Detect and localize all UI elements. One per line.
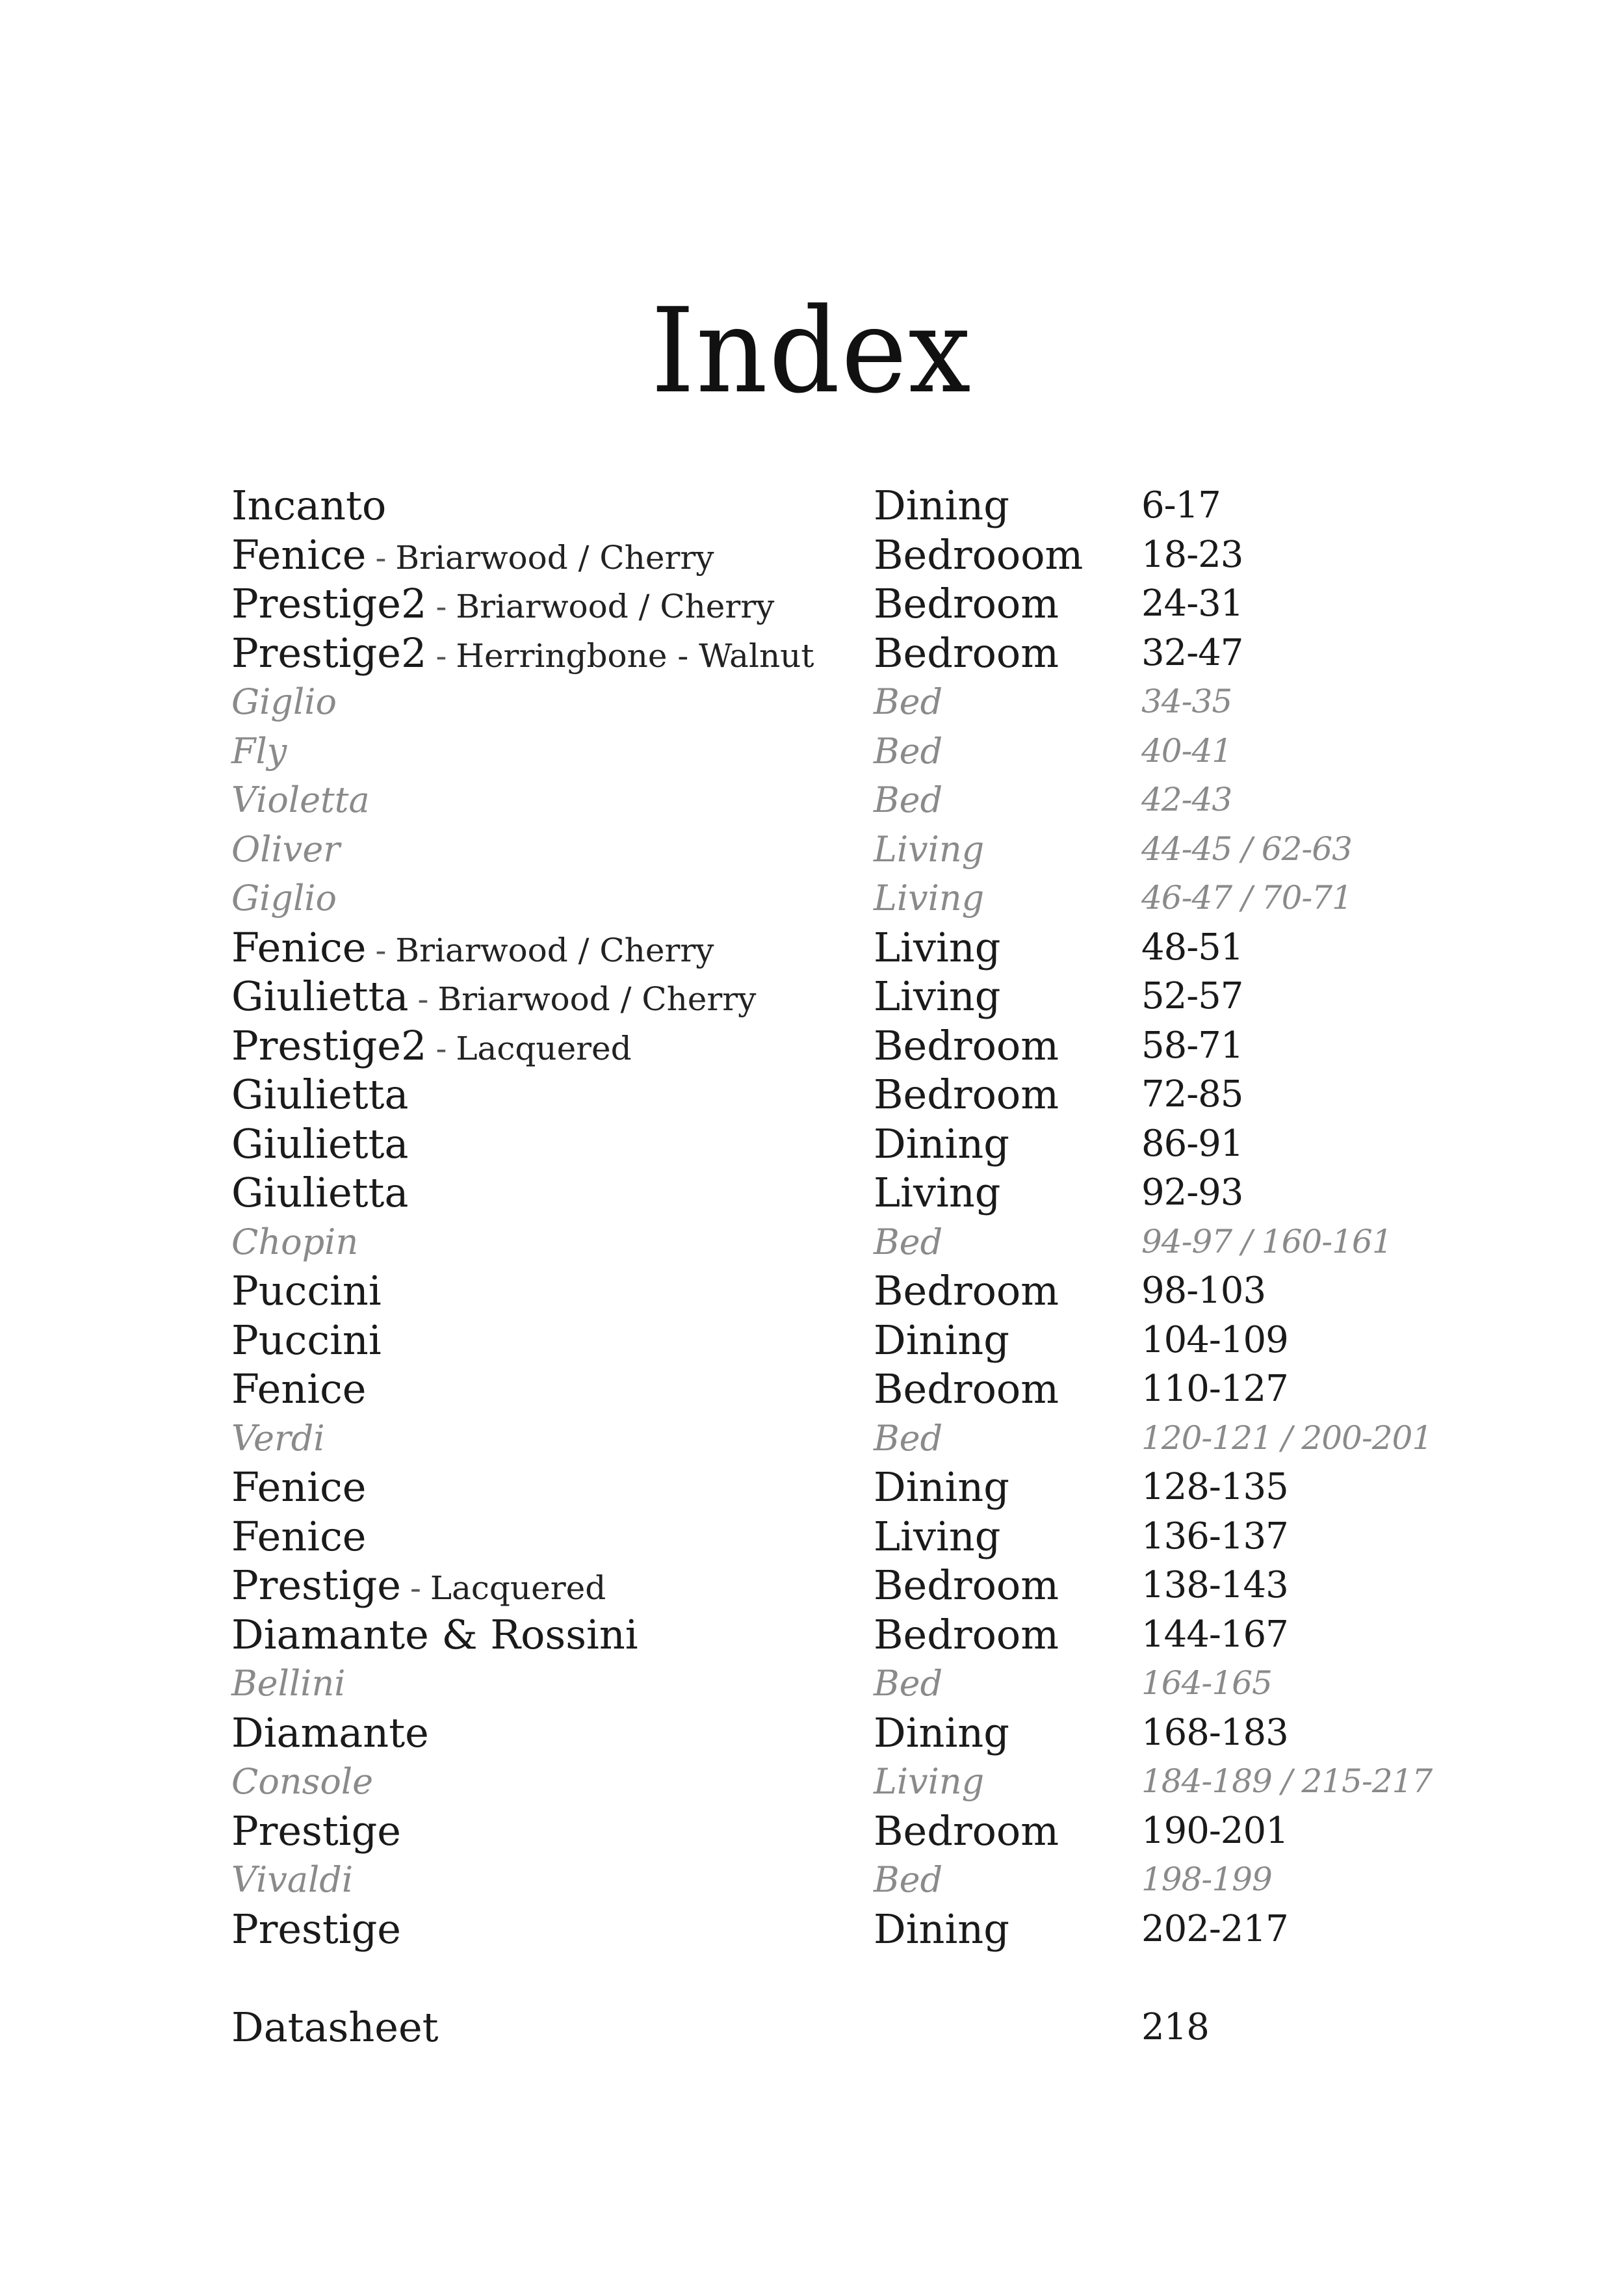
index-rows [231, 481, 1466, 1953]
page-range: 48-51 [1141, 926, 1243, 969]
collection-title: Puccini [231, 1316, 382, 1364]
collection-title: Giulietta [231, 1169, 409, 1216]
collection-title: Prestige [231, 1905, 401, 1953]
room-category: Dining [874, 1708, 1009, 1756]
index-row[interactable] [231, 579, 1466, 629]
collection-name [231, 874, 337, 922]
separator: - [435, 636, 447, 675]
finish-variant: Briarwood / Cherry [456, 588, 775, 625]
collection-name [231, 1119, 408, 1168]
room-category: Bedrooom [874, 530, 1084, 579]
index-row[interactable] [231, 1168, 1466, 1218]
collection-title: Giulietta [231, 1071, 409, 1118]
index-row[interactable] [231, 1659, 1466, 1708]
index-row[interactable] [231, 1610, 1466, 1660]
room-category: Bed [874, 730, 943, 772]
spacer [231, 1953, 1466, 2003]
index-row[interactable] [231, 1855, 1466, 1905]
index-row[interactable] [231, 1070, 1466, 1119]
page-range: 136-137 [1141, 1515, 1288, 1558]
collection-name [231, 677, 337, 726]
index-row[interactable] [231, 1807, 1466, 1856]
collection-name [231, 1218, 358, 1266]
page-range: 52-57 [1141, 975, 1243, 1017]
collection-name [231, 776, 370, 824]
page-range: 110-127 [1141, 1368, 1288, 1410]
collection-title: Diamante [231, 1708, 429, 1756]
collection-name [231, 1561, 606, 1613]
room-category: Living [874, 1512, 1001, 1560]
index-row[interactable] [231, 1708, 1466, 1758]
index-row[interactable] [231, 1905, 1466, 1954]
room-category: Dining [874, 1316, 1009, 1364]
page-range: 58-71 [1141, 1024, 1243, 1067]
collection-name [231, 1757, 373, 1806]
finish-variant: Briarwood / Cherry [395, 538, 714, 577]
room-category: Bed [874, 1221, 943, 1262]
page-range: 128-135 [1141, 1466, 1288, 1508]
collection-name [231, 579, 774, 631]
room-category: Bed [874, 1859, 943, 1900]
collection-title: Giulietta [231, 972, 409, 1020]
index-row[interactable] [231, 530, 1466, 580]
collection-name [231, 629, 814, 681]
collection-title: Prestige [231, 1807, 401, 1855]
index-row[interactable] [231, 874, 1466, 923]
room-category: Living [874, 828, 985, 870]
room-category: Living [874, 1761, 985, 1802]
collection-name [231, 825, 340, 874]
collection-title: Fenice [231, 1463, 367, 1511]
page-range: 92-93 [1141, 1171, 1243, 1214]
collection-title: Vivaldi [231, 1859, 354, 1900]
page-range: 120-121 / 200-201 [1141, 1418, 1433, 1457]
page-range: 40-41 [1141, 731, 1232, 770]
collection-title: Giglio [231, 681, 337, 722]
collection-title: Fenice [231, 923, 367, 971]
collection-title: Oliver [231, 828, 341, 870]
collection-title: Fenice [231, 1365, 367, 1413]
room-category: Living [874, 1169, 1001, 1216]
room-category: Bedroom [874, 580, 1059, 627]
collection-title: Prestige2 [231, 580, 427, 627]
page-range: 86-91 [1141, 1122, 1243, 1165]
collection-title: Prestige2 [231, 1021, 427, 1069]
collection-name [231, 481, 386, 530]
collection-name [231, 1266, 382, 1315]
page-range: 184-189 / 215-217 [1141, 1762, 1433, 1800]
separator: - [435, 1029, 447, 1067]
collection-name [231, 972, 756, 1024]
index-list [231, 481, 1466, 2052]
page-range: 168-183 [1141, 1711, 1288, 1754]
collection-title: Giglio [231, 878, 337, 919]
page-range: 144-167 [1141, 1613, 1288, 1656]
room-category: Living [874, 972, 1001, 1020]
datasheet-pages: 218 [1141, 2006, 1209, 2048]
page-title: Index [651, 283, 972, 419]
collection-title: Giulietta [231, 1119, 409, 1168]
room-category: Bedroom [874, 1365, 1059, 1413]
room-category: Dining [874, 1905, 1009, 1953]
collection-title: Verdi [231, 1417, 325, 1459]
room-category: Bedroom [874, 1610, 1059, 1658]
index-row[interactable] [231, 923, 1466, 972]
separator: - [417, 980, 429, 1018]
collection-name [231, 1807, 401, 1855]
page-range: 94-97 / 160-161 [1141, 1222, 1392, 1260]
page-range: 164-165 [1141, 1664, 1272, 1702]
page-range: 24-31 [1141, 582, 1243, 625]
collection-name [231, 1512, 367, 1561]
index-row[interactable] [231, 1021, 1466, 1071]
datasheet-row[interactable] [231, 2003, 1466, 2052]
collection-title: Diamante & Rossini [231, 1610, 638, 1658]
page-range: 44-45 / 62-63 [1141, 829, 1352, 868]
datasheet-label: Datasheet [231, 2003, 439, 2051]
collection-title: Violetta [231, 779, 370, 820]
room-category: Bed [874, 1417, 943, 1459]
room-category: Bedroom [874, 1071, 1059, 1118]
collection-name [231, 1659, 346, 1708]
finish-variant: Briarwood / Cherry [437, 980, 757, 1018]
room-category: Bedroom [874, 1267, 1059, 1314]
page-range: 190-201 [1141, 1809, 1288, 1852]
page-range: 18-23 [1141, 533, 1243, 576]
index-row[interactable] [231, 1266, 1466, 1316]
collection-name [231, 1708, 429, 1757]
page-range: 138-143 [1141, 1564, 1288, 1606]
finish-variant: Briarwood / Cherry [395, 931, 714, 969]
index-row[interactable] [231, 776, 1466, 825]
index-row[interactable] [231, 1512, 1466, 1561]
index-row[interactable] [231, 727, 1466, 776]
collection-name [231, 1316, 382, 1364]
page-range: 32-47 [1141, 631, 1243, 674]
collection-name [231, 1463, 367, 1511]
page-range: 6-17 [1141, 484, 1221, 527]
collection-title: Fly [231, 730, 287, 772]
separator: - [410, 1569, 421, 1607]
index-row[interactable] [231, 825, 1466, 874]
finish-variant: Lacquered [456, 1029, 632, 1067]
room-category: Bedroom [874, 1021, 1059, 1069]
room-category: Bed [874, 681, 943, 722]
collection-name [231, 1021, 632, 1073]
separator: - [435, 588, 447, 625]
collection-name [231, 1070, 408, 1119]
collection-title: Bellini [231, 1663, 346, 1704]
collection-title: Prestige [231, 1561, 401, 1609]
collection-name [231, 1905, 401, 1953]
finish-variant: Lacquered [430, 1569, 606, 1607]
collection-title: Prestige2 [231, 629, 427, 677]
page-range: 98-103 [1141, 1270, 1266, 1312]
collection-name [231, 530, 714, 582]
index-row[interactable] [231, 677, 1466, 727]
separator: - [375, 538, 387, 577]
index-row[interactable] [231, 1218, 1466, 1267]
index-row[interactable] [231, 1364, 1466, 1414]
room-category: Living [874, 878, 985, 919]
index-row[interactable] [231, 1316, 1466, 1365]
separator: - [375, 931, 387, 969]
collection-title: Fenice [231, 530, 367, 579]
page-range: 42-43 [1141, 781, 1232, 818]
collection-name [231, 727, 287, 776]
room-category: Bedroom [874, 1561, 1059, 1609]
collection-name [231, 1414, 325, 1463]
page-range: 46-47 / 70-71 [1141, 879, 1352, 917]
page-range: 202-217 [1141, 1907, 1288, 1950]
index-row[interactable] [231, 629, 1466, 678]
index-row[interactable] [231, 1414, 1466, 1463]
index-row[interactable] [231, 972, 1466, 1021]
page-range: 72-85 [1141, 1073, 1243, 1115]
page-range: 104-109 [1141, 1318, 1288, 1361]
collection-title: Fenice [231, 1512, 367, 1560]
finish-variant: Herringbone - Walnut [456, 636, 814, 675]
room-category: Dining [874, 482, 1009, 529]
index-row[interactable] [231, 1463, 1466, 1512]
room-category: Dining [874, 1463, 1009, 1511]
page-range: 198-199 [1141, 1860, 1272, 1898]
collection-title: Puccini [231, 1267, 382, 1314]
index-row[interactable] [231, 1757, 1466, 1807]
collection-name [231, 1855, 353, 1904]
collection-name [231, 1610, 638, 1659]
index-row[interactable] [231, 481, 1466, 530]
collection-name [231, 1168, 408, 1217]
room-category: Bedroom [874, 1807, 1059, 1855]
room-category: Bed [874, 1663, 943, 1704]
collection-name [231, 923, 714, 975]
index-row[interactable] [231, 1561, 1466, 1610]
collection-title: Chopin [231, 1221, 359, 1262]
room-category: Bed [874, 779, 943, 820]
collection-title: Console [231, 1761, 374, 1802]
room-category: Dining [874, 1119, 1009, 1168]
collection-title: Incanto [231, 482, 387, 529]
room-category: Bedroom [874, 629, 1059, 677]
index-row[interactable] [231, 1119, 1466, 1169]
room-category: Living [874, 923, 1001, 971]
collection-name [231, 1364, 367, 1413]
page-range: 34-35 [1141, 683, 1232, 720]
